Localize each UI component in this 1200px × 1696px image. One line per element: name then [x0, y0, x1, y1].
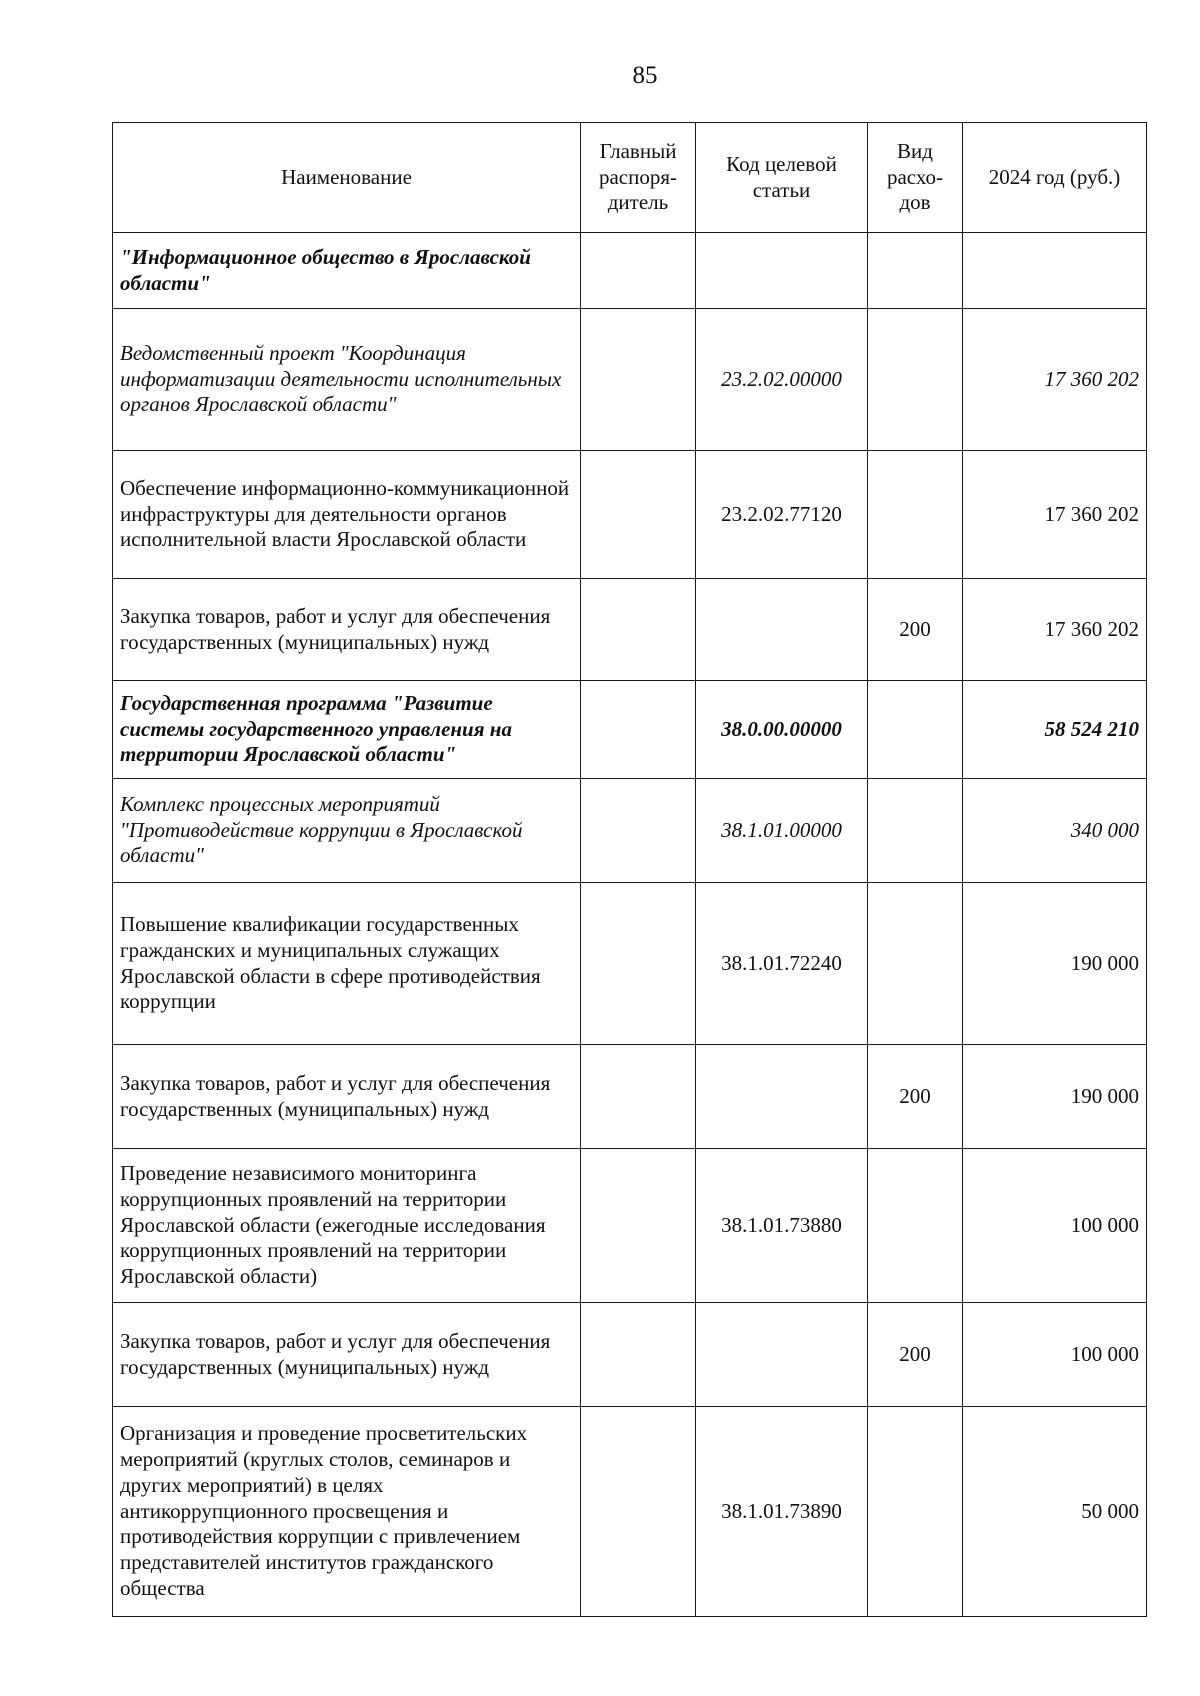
- cell-sum: 17 360 202: [963, 309, 1147, 451]
- cell-name: Закупка товаров, работ и услуг для обеспечения государственных (муниципальных) нужд: [113, 1303, 581, 1407]
- cell-sum: 17 360 202: [963, 451, 1147, 579]
- table-row: [113, 883, 1147, 1045]
- cell-code: [696, 1045, 868, 1149]
- cell-vid: 200: [868, 579, 963, 681]
- cell-code: 38.1.01.00000: [696, 779, 868, 883]
- cell-vid: [868, 233, 963, 309]
- cell-sum: 340 000: [963, 779, 1147, 883]
- cell-name: Ведомственный проект "Координация информатизации деятельности исполнительных органов Ярославской области": [113, 309, 581, 451]
- cell-name: Проведение независимого мониторинга коррупционных проявлений на территории Ярославской области (ежегодные исследования коррупционных проявлений на территории Ярославской области): [113, 1149, 581, 1303]
- cell-sum: [963, 233, 1147, 309]
- table-row: [113, 1149, 1147, 1303]
- cell-vid: [868, 451, 963, 579]
- cell-sum: 50 000: [963, 1407, 1147, 1617]
- cell-vid: [868, 309, 963, 451]
- cell-grbs: [581, 1045, 696, 1149]
- cell-name: "Информационное общество в Ярославской области": [113, 233, 581, 309]
- cell-code: 38.1.01.73890: [696, 1407, 868, 1617]
- cell-grbs: [581, 1407, 696, 1617]
- table-row: [113, 779, 1147, 883]
- cell-name: Организация и проведение просветительских мероприятий (круглых столов, семинаров и других мероприятий) в целях антикоррупционного просвещения и противодействия коррупции с привлечением представителей институтов гражданского общества: [113, 1407, 581, 1617]
- table-row: [113, 1407, 1147, 1617]
- cell-code: [696, 1303, 868, 1407]
- cell-vid: [868, 883, 963, 1045]
- cell-code: 23.2.02.00000: [696, 309, 868, 451]
- header-vid: Вид расхо-дов: [868, 123, 963, 233]
- cell-code: [696, 579, 868, 681]
- table-row: [113, 579, 1147, 681]
- cell-grbs: [581, 883, 696, 1045]
- cell-grbs: [581, 579, 696, 681]
- header-sum: 2024 год (руб.): [963, 123, 1147, 233]
- cell-sum: 17 360 202: [963, 579, 1147, 681]
- cell-code: 38.1.01.73880: [696, 1149, 868, 1303]
- cell-name: Государственная программа "Развитие системы государственного управления на территории Ярославской области": [113, 681, 581, 779]
- cell-vid: [868, 779, 963, 883]
- header-name: Наименование: [113, 123, 581, 233]
- table-row: [113, 681, 1147, 779]
- page-number: 85: [632, 62, 658, 89]
- cell-code: [696, 233, 868, 309]
- cell-name: Закупка товаров, работ и услуг для обеспечения государственных (муниципальных) нужд: [113, 579, 581, 681]
- cell-grbs: [581, 451, 696, 579]
- cell-grbs: [581, 1303, 696, 1407]
- table-row: [113, 1045, 1147, 1149]
- table-header: [113, 123, 1147, 233]
- table-row: [113, 451, 1147, 579]
- cell-sum: 100 000: [963, 1149, 1147, 1303]
- header-row: [113, 123, 1147, 233]
- cell-vid: 200: [868, 1045, 963, 1149]
- cell-code: 38.0.00.00000: [696, 681, 868, 779]
- cell-grbs: [581, 309, 696, 451]
- header-grbs: Главный распоря-дитель: [581, 123, 696, 233]
- cell-code: 23.2.02.77120: [696, 451, 868, 579]
- cell-name: Закупка товаров, работ и услуг для обеспечения государственных (муниципальных) нужд: [113, 1045, 581, 1149]
- table-body: [113, 233, 1147, 1617]
- cell-sum: 190 000: [963, 883, 1147, 1045]
- cell-name: Обеспечение информационно-коммуникационной инфраструктуры для деятельности органов исполнительной власти Ярославской области: [113, 451, 581, 579]
- cell-code: 38.1.01.72240: [696, 883, 868, 1045]
- cell-name: Комплекс процессных мероприятий "Противодействие коррупции в Ярославской области": [113, 779, 581, 883]
- cell-grbs: [581, 779, 696, 883]
- cell-vid: [868, 1149, 963, 1303]
- table-row: [113, 309, 1147, 451]
- cell-sum: 100 000: [963, 1303, 1147, 1407]
- cell-name: Повышение квалификации государственных гражданских и муниципальных служащих Ярославской области в сфере противодействия коррупции: [113, 883, 581, 1045]
- table-row: [113, 233, 1147, 309]
- cell-vid: [868, 681, 963, 779]
- cell-vid: 200: [868, 1303, 963, 1407]
- budget-table: [112, 122, 1147, 1617]
- cell-sum: 190 000: [963, 1045, 1147, 1149]
- cell-grbs: [581, 681, 696, 779]
- table-row: [113, 1303, 1147, 1407]
- cell-vid: [868, 1407, 963, 1617]
- header-code: Код целевой статьи: [696, 123, 868, 233]
- cell-grbs: [581, 1149, 696, 1303]
- cell-sum: 58 524 210: [963, 681, 1147, 779]
- cell-grbs: [581, 233, 696, 309]
